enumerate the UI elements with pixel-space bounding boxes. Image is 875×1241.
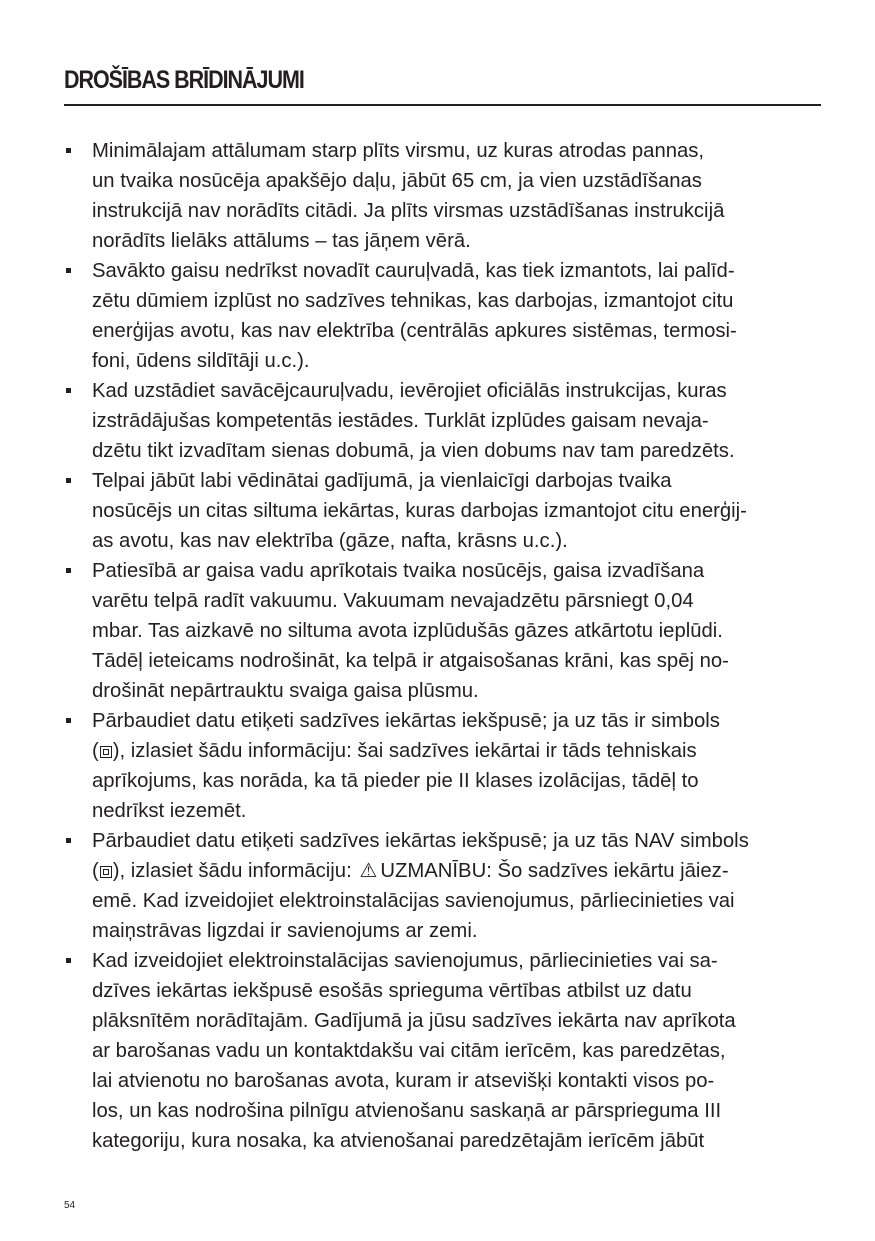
class-ii-double-square-icon xyxy=(100,746,112,758)
text-line: norādīts lielāks attālums – tas jāņem vērā. xyxy=(92,230,471,252)
bullet-icon xyxy=(66,838,71,843)
warning-triangle-icon: ⚠ xyxy=(359,860,378,882)
warning-item-no-symbol-earthing xyxy=(64,826,824,946)
page-title: DROŠĪBAS BRĪDINĀJUMI xyxy=(64,66,304,94)
text-line: emē. Kad izveidojiet elektroinstalācijas savienojumus, pārliecinieties vai xyxy=(92,890,735,912)
bullet-icon xyxy=(66,718,71,723)
text-line: nosūcējs un citas siltuma iekārtas, kuras darbojas izmantojot citu enerģij- xyxy=(92,500,747,522)
bullet-icon xyxy=(66,388,71,393)
text-line: Minimālajam attālumam starp plīts virsmu, uz kuras atrodas pannas, xyxy=(92,140,705,162)
text-line: Kad izveidojiet elektroinstalācijas savienojumus, pārliecinieties vai sa- xyxy=(92,950,718,972)
text-line: lai atvienotu no barošanas avota, kuram ir atsevišķi kontakti visos po- xyxy=(92,1070,715,1092)
warning-item-official-instructions xyxy=(64,376,824,466)
text-line: foni, ūdens sildītāji u.c.). xyxy=(92,350,310,372)
text-line: mbar. Tas aizkavē no siltuma avota izplūdušās gāzes atkārtotu ieplūdi. xyxy=(92,620,723,642)
text-line: dzīves iekārtas iekšpusē esošās sprieguma vērtības atbilst uz datu xyxy=(92,980,692,1002)
text-line xyxy=(92,856,824,886)
text-fragment: ( xyxy=(92,860,99,882)
class-ii-double-square-icon xyxy=(100,866,112,878)
text-line: as avotu, kas nav elektrība (gāze, nafta, krāsns u.c.). xyxy=(92,530,568,552)
text-line xyxy=(92,736,824,766)
safety-warnings-list xyxy=(64,136,824,1156)
warning-item-ventilation xyxy=(64,466,824,556)
text-line: instrukcijā nav norādīts citādi. Ja plīts virsmas uzstādīšanas instrukcijā xyxy=(92,200,725,222)
title-divider xyxy=(64,104,821,106)
warning-item-voltage-check xyxy=(64,946,824,1156)
text-line: Pārbaudiet datu etiķeti sadzīves iekārtas iekšpusē; ja uz tās ir simbols xyxy=(92,710,720,732)
text-line: kategoriju, kura nosaka, ka atvienošanai paredzētajām ierīcēm jābūt xyxy=(92,1130,705,1152)
text-line: un tvaika nosūcēja apakšējo daļu, jābūt 65 cm, ja vien uzstādīšanas xyxy=(92,170,702,192)
text-line: maiņstrāvas ligzdai ir savienojums ar zemi. xyxy=(92,920,478,942)
text-line: Telpai jābūt labi vēdinātai gadījumā, ja vienlaicīgi darbojas tvaika xyxy=(92,470,672,492)
text-fragment: ), izlasiet šādu informāciju: šai sadzīves iekārtai ir tāds tehniskais xyxy=(112,740,697,762)
text-line: nedrīkst iezemēt. xyxy=(92,800,247,822)
text-line: enerģijas avotu, kas nav elektrība (centrālās apkures sistēmas, termosi- xyxy=(92,320,737,342)
text-line: izstrādājušas kompetentās iestādes. Turklāt izplūdes gaisam nevaja- xyxy=(92,410,709,432)
text-line: zētu dūmiem izplūst no sadzīves tehnikas, kas darbojas, izmantojot citu xyxy=(92,290,734,312)
bullet-icon xyxy=(66,568,71,573)
page-number: 54 xyxy=(64,1200,76,1211)
text-line: plāksnītēm norādītajām. Gadījumā ja jūsu sadzīves iekārta nav aprīkota xyxy=(92,1010,736,1032)
text-fragment: UZMANĪBU: Šo sadzīves iekārtu jāiez- xyxy=(380,860,729,882)
bullet-icon xyxy=(66,478,71,483)
text-line: Pārbaudiet datu etiķeti sadzīves iekārtas iekšpusē; ja uz tās NAV simbols xyxy=(92,830,749,852)
warning-item-class-ii-symbol xyxy=(64,706,824,826)
bullet-icon xyxy=(66,148,71,153)
text-line: Tādēļ ieteicams nodrošināt, ka telpā ir atgaisošanas krāni, kas spēj no- xyxy=(92,650,729,672)
warning-item-duct-usage xyxy=(64,256,824,376)
text-fragment: ), izlasiet šādu informāciju: xyxy=(112,860,352,882)
text-fragment: ( xyxy=(92,740,99,762)
text-line: varētu telpā radīt vakuumu. Vakuumam nevajadzētu pārsniegt 0,04 xyxy=(92,590,694,612)
text-line: Savākto gaisu nedrīkst novadīt cauruļvadā, kas tiek izmantots, lai palīd- xyxy=(92,260,735,282)
text-line: ar barošanas vadu un kontaktdakšu vai citām ierīcēm, kas paredzētas, xyxy=(92,1040,726,1062)
text-line: Kad uzstādiet savācējcauruļvadu, ievērojiet oficiālās instrukcijas, kuras xyxy=(92,380,727,402)
text-line: drošināt nepārtrauktu svaiga gaisa plūsmu. xyxy=(92,680,479,702)
text-line: Patiesībā ar gaisa vadu aprīkotais tvaika nosūcējs, gaisa izvadīšana xyxy=(92,560,705,582)
text-line: los, un kas nodrošina pilnīgu atvienošanu saskaņā ar pārsprieguma III xyxy=(92,1100,722,1122)
text-line: aprīkojums, kas norāda, ka tā pieder pie II klases izolācijas, tādēļ to xyxy=(92,770,699,792)
warning-item-hob-distance xyxy=(64,136,824,256)
text-line: dzētu tikt izvadītam sienas dobumā, ja vien dobums nav tam paredzēts. xyxy=(92,440,735,462)
bullet-icon xyxy=(66,268,71,273)
bullet-icon xyxy=(66,958,71,963)
warning-item-vacuum xyxy=(64,556,824,706)
